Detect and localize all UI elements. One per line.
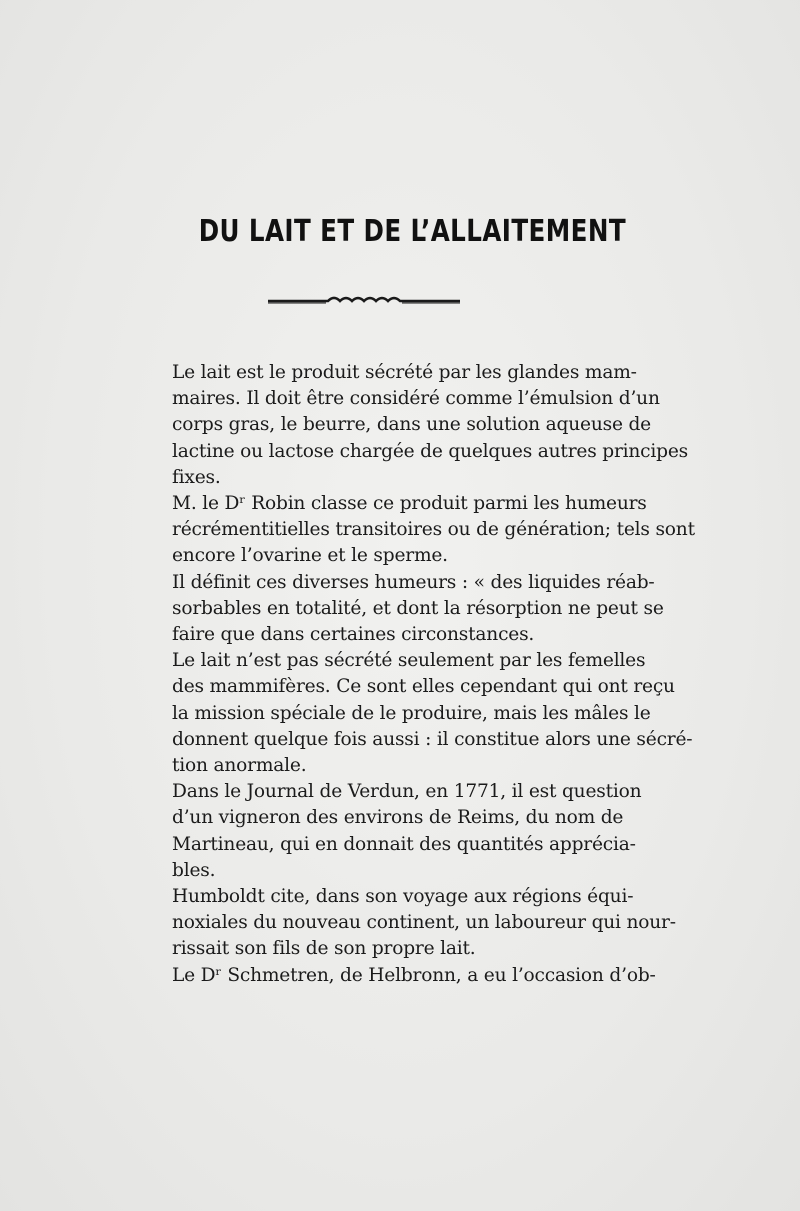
text-line: encore l’ovarine et le sperme. (172, 545, 448, 567)
text-line: d’un vigneron des environs de Reims, du nom de (172, 807, 624, 829)
ornament-rule-icon (268, 292, 460, 308)
text-line: des mammifères. Ce sont elles cependant qui ont reçu (172, 676, 675, 698)
text-line: tion anormale. (172, 755, 307, 777)
chapter-title: DU LAIT ET DE L’ALLAITEMENT (198, 214, 627, 249)
text-line: bles. (172, 859, 216, 881)
text-line: Humboldt cite, dans son voyage aux régions équi- (172, 886, 634, 908)
text-line: donnent quelque fois aussi : il constitue alors une sécré- (172, 728, 693, 750)
text-line: noxiales du nouveau continent, un laboureur qui nour- (172, 912, 676, 934)
text-line: Dans le Journal de Verdun, en 1771, il est question (172, 781, 642, 803)
text-line: Le lait n’est pas sécrété seulement par les femelles (172, 650, 646, 672)
text-line: faire que dans certaines circonstances. (172, 624, 535, 646)
paragraph (172, 648, 693, 779)
paragraph (172, 570, 664, 649)
text-line: Le Dʳ Schmetren, de Helbronn, a eu l’occasion d’ob- (172, 964, 656, 986)
text-line: rissait son fils de son propre lait. (172, 938, 476, 960)
text-line: corps gras, le beurre, dans une solution aqueuse de (172, 414, 651, 436)
paragraph (172, 491, 695, 570)
text-line: lactine ou lactose chargée de quelques autres principes (172, 440, 688, 462)
text-line: fixes. (172, 466, 221, 488)
text-line: Le lait est le produit sécrété par les glandes mam- (172, 362, 637, 383)
text-line: maires. Il doit être considéré comme l’émulsion d’un (172, 388, 660, 410)
text-line: récrémentitielles transitoires ou de génération; tels sont (172, 519, 695, 541)
text-line: sorbables en totalité, et dont la résorption ne peut se (172, 597, 664, 619)
paragraph (172, 884, 676, 963)
paragraph (172, 963, 656, 989)
paragraph (172, 779, 642, 884)
text-line: la mission spéciale de le produire, mais les mâles le (172, 702, 651, 724)
paragraph (172, 360, 688, 491)
body-text (172, 360, 695, 989)
text-line: M. le Dʳ Robin classe ce produit parmi les humeurs (172, 493, 647, 515)
text-line: Il définit ces diverses humeurs : « des liquides réab- (172, 571, 655, 593)
text-line: Martineau, qui en donnait des quantités apprécia- (172, 833, 636, 855)
